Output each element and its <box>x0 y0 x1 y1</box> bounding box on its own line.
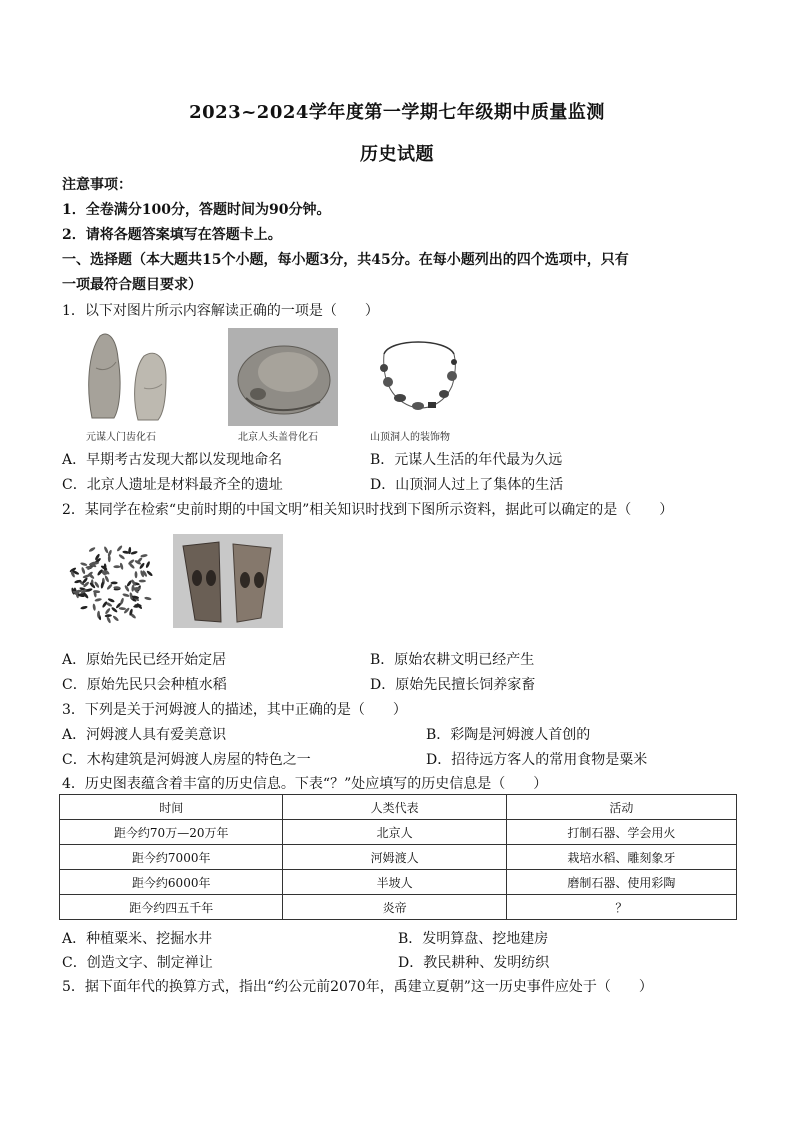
q3-option-b: B．彩陶是河姆渡人首创的 <box>426 727 591 743</box>
table-header-cell: 人类代表 <box>283 795 506 820</box>
exam-subtitle: 历史试题 <box>360 144 434 165</box>
section-heading-line2: 一项最符合题目要求） <box>62 277 202 293</box>
q2-option-b: B．原始农耕文明已经产生 <box>370 652 535 668</box>
q5-stem: 5．据下面年代的换算方式，指出“约公元前2070年，禹建立夏朝”这一历史事件应处于（ ） <box>62 979 653 995</box>
rice-grains-image <box>64 534 162 628</box>
q4-option-b: B．发明算盘、挖地建房 <box>398 931 549 947</box>
section-heading-line1: 一、选择题（本大题共15个小题，每小题3分，共45分。在每小题列出的四个选项中，只有 <box>62 252 629 268</box>
q4-option-a: A．种植粟米、挖掘水井 <box>62 931 213 947</box>
history-table <box>59 794 737 920</box>
notes-heading: 注意事项： <box>62 177 132 193</box>
rice-grain <box>81 567 86 575</box>
rice-grain <box>104 607 111 614</box>
table-cell: 距今约70万—20万年 <box>60 820 283 845</box>
q3-option-d: D．招待远方客人的常用食物是粟米 <box>426 752 648 768</box>
rice-grain <box>112 615 119 622</box>
table-cell: 河姆渡人 <box>283 845 506 870</box>
q3-stem: 3．下列是关于河姆渡人的描述，其中正确的是（ ） <box>62 702 407 718</box>
table-header-row <box>60 795 737 820</box>
q4-stem: 4．历史图表蕴含着丰富的历史信息。下表“？”处应填写的历史信息是（ ） <box>62 776 548 792</box>
rice-grain <box>146 570 153 577</box>
table-cell: 北京人 <box>283 820 506 845</box>
table-header-cell: 时间 <box>60 795 283 820</box>
table-row <box>60 895 737 920</box>
rice-grain <box>131 584 135 591</box>
q2-stem: 2．某同学在检索“史前时期的中国文明”相关知识时找到下图所示资料，据此可以确定的是（ ） <box>62 502 674 518</box>
rice-grain <box>94 598 102 602</box>
note-item-2: 2．请将各题答案填写在答题卡上。 <box>62 227 282 243</box>
q2-option-d: D．原始先民擅长饲养家畜 <box>370 677 536 693</box>
q4-option-c: C．创造文字、制定禅让 <box>62 955 213 971</box>
rice-grain <box>139 580 146 583</box>
rice-grain <box>124 585 130 593</box>
q2-option-c: C．原始先民只会种植水稻 <box>62 677 227 693</box>
q1-caption-2: 北京人头盖骨化石 <box>238 432 318 443</box>
exam-title: 2023~2024学年度第一学期七年级期中质量监测 <box>189 102 605 123</box>
rice-grain <box>116 545 123 552</box>
rice-grain <box>108 555 111 562</box>
q1-option-c: C．北京人遗址是材料最齐全的遗址 <box>62 477 283 493</box>
rice-grain <box>106 583 113 590</box>
shandingdong-ornament-image <box>370 328 468 426</box>
rice-grain <box>119 607 126 610</box>
rice-grain <box>135 571 138 578</box>
rice-grain <box>104 575 110 583</box>
rice-grain <box>130 550 138 555</box>
table-cell: 栽培水稻、雕刻象牙 <box>506 845 736 870</box>
q1-option-b: B．元谋人生活的年代最为久远 <box>370 452 563 468</box>
rice-grain <box>107 598 115 603</box>
q1-stem: 1．以下对图片所示内容解读正确的一项是（ ） <box>62 303 379 319</box>
yuanmou-teeth-image <box>74 328 184 426</box>
table-cell: 半坡人 <box>283 870 506 895</box>
q1-caption-3: 山顶洞人的装饰物 <box>370 432 450 443</box>
rice-grain <box>80 562 88 567</box>
table-cell: 距今约6000年 <box>60 870 283 895</box>
rice-grain <box>118 553 125 560</box>
q2-option-a: A．原始先民已经开始定居 <box>62 652 227 668</box>
rice-grain <box>145 561 151 569</box>
rice-grain <box>103 546 109 554</box>
q4-option-d: D．教民耕种、发明纺织 <box>398 955 550 971</box>
table-cell: 炎帝 <box>283 895 506 920</box>
rice-grain <box>113 565 120 568</box>
bone-spade-image <box>173 534 283 628</box>
table-cell: 磨制石器、使用彩陶 <box>506 870 736 895</box>
rice-grain <box>92 603 96 611</box>
rice-grain <box>140 554 148 558</box>
q3-option-c: C．木构建筑是河姆渡人房屋的特色之一 <box>62 752 311 768</box>
table-cell: 距今约四五千年 <box>60 895 283 920</box>
table-cell: 距今约7000年 <box>60 845 283 870</box>
rice-grain <box>110 581 117 584</box>
rice-grain <box>88 546 96 552</box>
rice-grain <box>80 605 88 609</box>
table-cell: ？ <box>506 895 736 920</box>
table-row <box>60 870 737 895</box>
table-header-cell: 活动 <box>506 795 736 820</box>
q3-option-a: A．河姆渡人具有爱美意识 <box>62 727 227 743</box>
table-row <box>60 820 737 845</box>
peking-man-skull-image <box>228 328 338 426</box>
rice-grain <box>122 593 130 598</box>
rice-grain <box>144 596 152 600</box>
table-cell: 打制石器、学会用火 <box>506 820 736 845</box>
note-item-1: 1．全卷满分100分，答题时间为90分钟。 <box>62 202 331 218</box>
q1-option-a: A．早期考古发现大都以发现地命名 <box>62 452 283 468</box>
q1-option-d: D．山顶洞人过上了集体的生活 <box>370 477 564 493</box>
q1-caption-1: 元谋人门齿化石 <box>86 432 156 443</box>
table-row <box>60 845 737 870</box>
